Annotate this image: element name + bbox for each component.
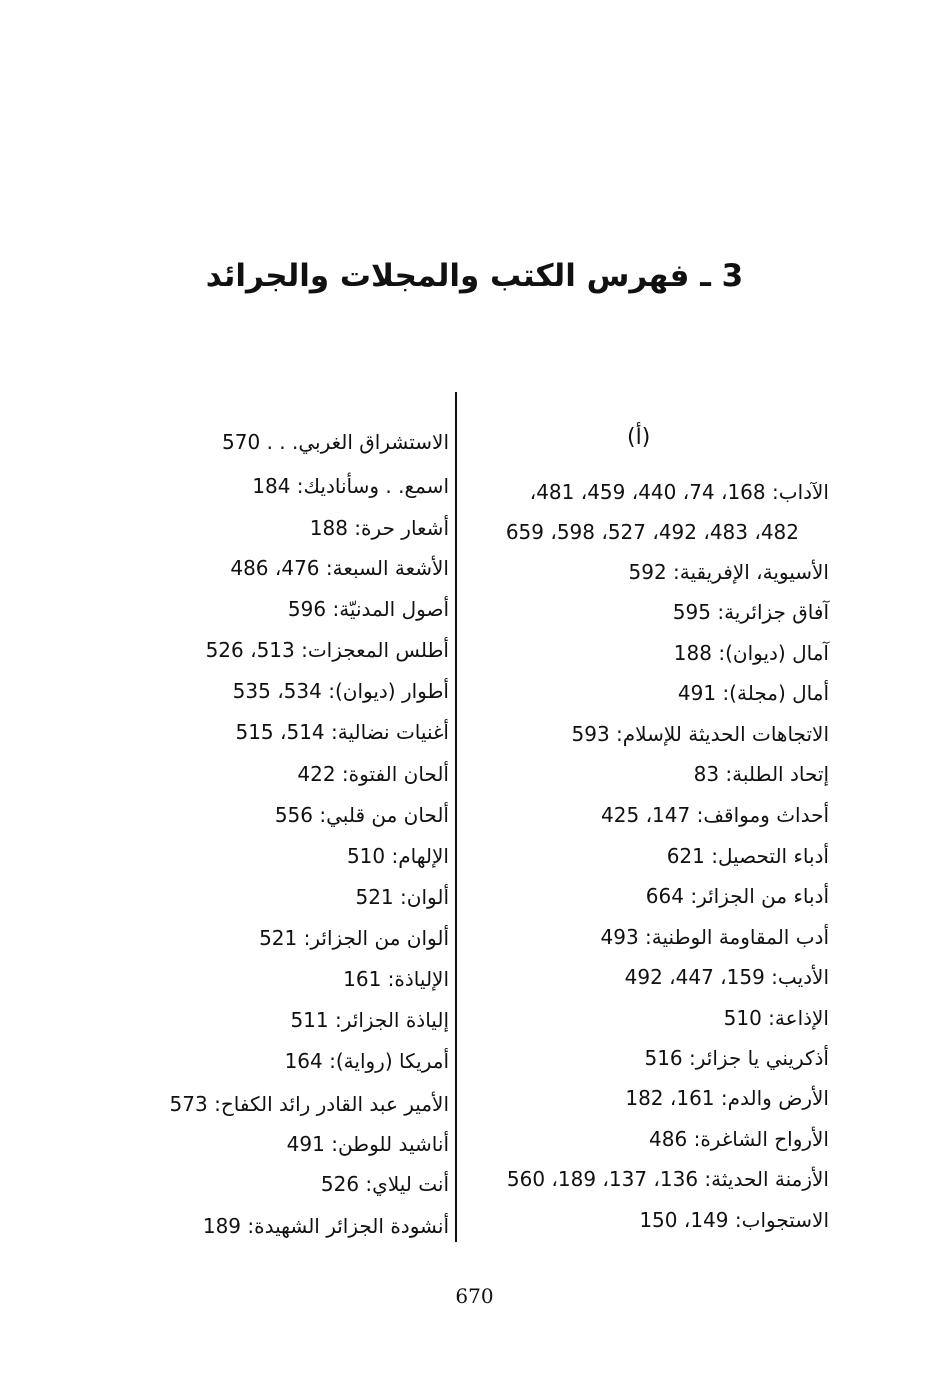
index-entry: الأمير عبد القادر رائد الكفاح: 573 bbox=[169, 1092, 449, 1116]
index-entry: أطوار (ديوان): 534، 535 bbox=[232, 679, 449, 703]
index-entry: ألحان من قلبي: 556 bbox=[274, 803, 449, 827]
index-entry: الإلهام: 510 bbox=[346, 844, 449, 868]
index-entry: الإذاعة: 510 bbox=[723, 1006, 829, 1030]
index-entry: أحداث ومواقف: 147، 425 bbox=[601, 803, 829, 827]
index-entry: الاستشراق الغربي. . . 570 bbox=[222, 430, 449, 454]
index-entry: الأرض والدم: 161، 182 bbox=[625, 1086, 829, 1110]
index-entry: الأزمنة الحديثة: 136، 137، 189، 560 bbox=[506, 1167, 829, 1191]
index-entry: ألوان من الجزائر: 521 bbox=[259, 926, 449, 950]
index-entry: أصول المدنيّة: 596 bbox=[287, 597, 449, 621]
index-entry: الاتجاهات الحديثة للإسلام: 593 bbox=[571, 722, 829, 746]
index-entry: الأسيوية، الإفريقية: 592 bbox=[628, 560, 829, 584]
index-entry: اسمع. . وسأناديك: 184 bbox=[252, 474, 449, 498]
index-entry: أغنيات نضالية: 514، 515 bbox=[235, 720, 449, 744]
index-entry: أناشيد للوطن: 491 bbox=[286, 1132, 449, 1156]
index-entry: أنت ليلاي: 526 bbox=[320, 1172, 449, 1196]
index-entry: أدباء التحصيل: 621 bbox=[666, 844, 829, 868]
index-entry: ألحان الفتوة: 422 bbox=[297, 762, 449, 786]
index-entry: الأشعة السبعة: 476، 486 bbox=[230, 556, 449, 580]
section-letter: (أ) bbox=[627, 425, 651, 450]
index-entry: الاستجواب: 149، 150 bbox=[639, 1208, 829, 1232]
index-entry: أدب المقاومة الوطنية: 493 bbox=[600, 925, 829, 949]
index-entry: أمريكا (رواية): 164 bbox=[284, 1049, 449, 1073]
page-number: 670 bbox=[455, 1284, 494, 1308]
index-entry: الأرواح الشاغرة: 486 bbox=[649, 1127, 829, 1151]
column-divider bbox=[455, 392, 457, 1242]
index-entry: أذكريني يا جزائر: 516 bbox=[644, 1046, 829, 1070]
index-entry: آفاق جزائرية: 595 bbox=[672, 600, 829, 624]
index-entry: الآداب: 168، 74، 440، 459، 481، bbox=[529, 480, 829, 504]
index-entry-continuation: 482، 483، 492، 527، 598، 659 bbox=[505, 520, 799, 544]
index-entry: الأديب: 159، 447، 492 bbox=[624, 965, 829, 989]
index-entry: إلياذة الجزائر: 511 bbox=[290, 1008, 449, 1032]
page-title: 3 ـ فهرس الكتب والمجلات والجرائد bbox=[205, 258, 744, 294]
index-entry: أنشودة الجزائر الشهيدة: 189 bbox=[202, 1214, 449, 1238]
index-entry: أشعار حرة: 188 bbox=[309, 516, 449, 540]
index-entry: إتحاد الطلبة: 83 bbox=[693, 762, 829, 786]
index-entry: الإلياذة: 161 bbox=[343, 967, 449, 991]
index-entry: أمال (مجلة): 491 bbox=[677, 681, 829, 705]
index-entry: أدباء من الجزائر: 664 bbox=[645, 884, 829, 908]
index-entry: ألوان: 521 bbox=[355, 885, 449, 909]
index-entry: آمال (ديوان): 188 bbox=[673, 641, 829, 665]
index-entry: أطلس المعجزات: 513، 526 bbox=[205, 638, 449, 662]
